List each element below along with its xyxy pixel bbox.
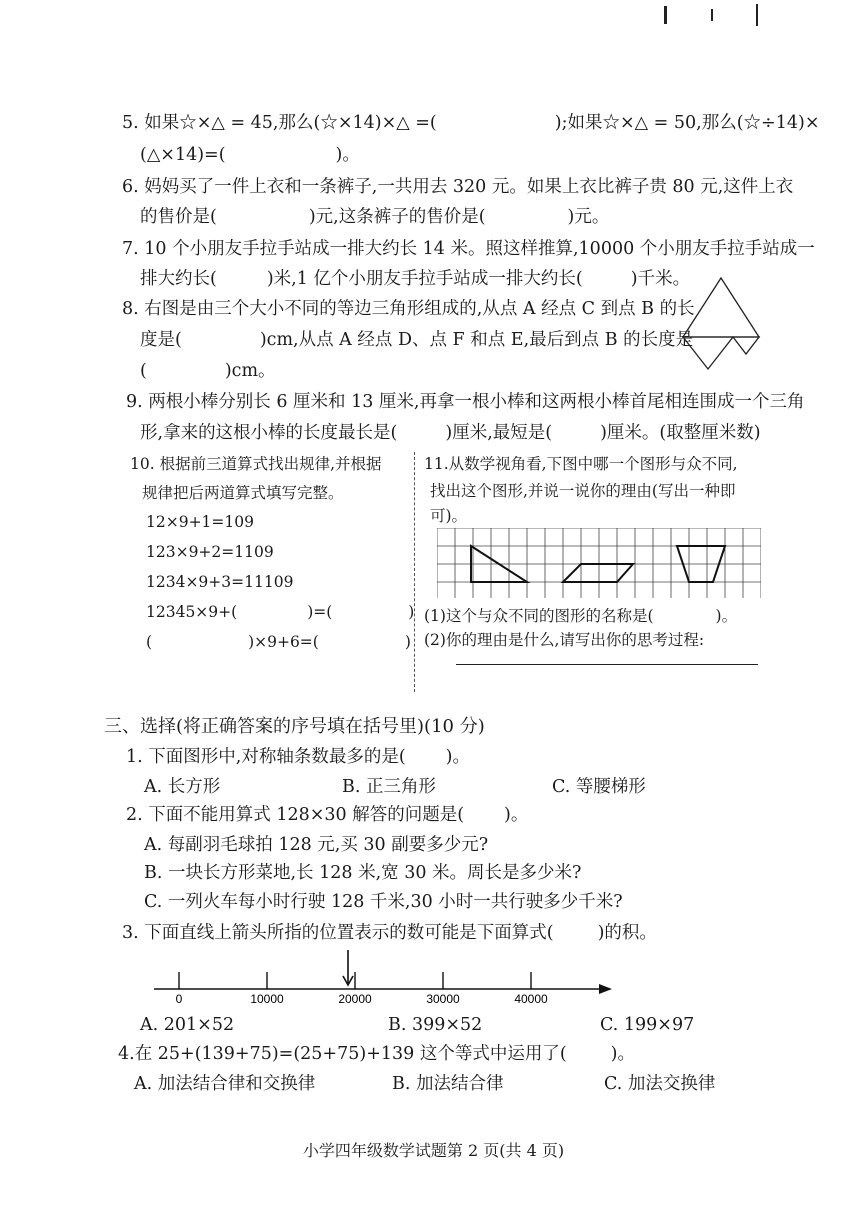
q8-line1: 8. 右图是由三个大小不同的等边三角形组成的,从点 A 经点 C 到点 B 的长 bbox=[122, 299, 695, 319]
q11-intro3: 可)。 bbox=[430, 507, 468, 525]
column-divider bbox=[414, 452, 415, 692]
scan-mark bbox=[711, 9, 713, 21]
pointer-arrow bbox=[343, 950, 353, 985]
q11-intro1: 11.从数学视角看,下图中哪一个图形与众不同, bbox=[424, 455, 738, 473]
q10-intro1: 10. 根据前三道算式找出规律,并根据 bbox=[130, 455, 382, 473]
number-line-tick-label: 0 bbox=[175, 992, 183, 1006]
q10-eq1: 12×9+1=109 bbox=[146, 513, 254, 531]
q6-line1: 6. 妈妈买了一件上衣和一条裤子,一共用去 320 元。如果上衣比裤子贵 80 元,这件上衣 bbox=[122, 177, 794, 197]
q10-intro2: 规律把后两道算式填写完整。 bbox=[142, 484, 344, 502]
s3-q2-option-c: C. 一列火车每小时行驶 128 千米,30 小时一共行驶多少千米? bbox=[144, 892, 623, 912]
small-triangle-outline bbox=[733, 337, 759, 354]
parallelogram-shape bbox=[563, 564, 633, 582]
page-footer: 小学四年级数学试题第 2 页(共 4 页) bbox=[302, 1141, 565, 1160]
q10-eq5: ( )×9+6=( ) bbox=[146, 633, 411, 651]
s3-q1-option-b: B. 正三角形 bbox=[342, 777, 436, 797]
s3-q3-option-c: C. 199×97 bbox=[600, 1015, 695, 1035]
q11-sub1: (1)这个与众不同的图形的名称是( )。 bbox=[424, 607, 738, 625]
q10-eq2: 123×9+2=1109 bbox=[146, 543, 274, 561]
number-line-arrowhead bbox=[599, 984, 612, 994]
number-line-tick-label: 30000 bbox=[426, 992, 460, 1006]
s3-q4-option-c: C. 加法交换律 bbox=[604, 1074, 716, 1094]
section3-title: 三、选择(将正确答案的序号填在括号里)(10 分) bbox=[104, 716, 485, 737]
large-triangle-outline bbox=[683, 278, 759, 337]
medium-triangle-outline bbox=[683, 337, 733, 369]
s3-q1-option-c: C. 等腰梯形 bbox=[552, 777, 646, 797]
q11-sub2: (2)你的理由是什么,请写出你的思考过程: bbox=[424, 631, 705, 649]
q7-line2: 排大约长( )米,1 亿个小朋友手拉手站成一排大约长( )千米。 bbox=[140, 269, 691, 289]
shape-grid bbox=[437, 528, 761, 598]
number-line bbox=[150, 948, 620, 1010]
answer-line bbox=[456, 664, 758, 665]
q10-eq3: 1234×9+3=11109 bbox=[146, 573, 294, 591]
q10-eq4: 12345×9+( )=( ) bbox=[146, 603, 415, 621]
number-line-tick-label: 10000 bbox=[250, 992, 284, 1006]
s3-q4-option-b: B. 加法结合律 bbox=[392, 1074, 504, 1094]
q9-line1: 9. 两根小棒分别长 6 厘米和 13 厘米,再拿一根小棒和这两根小棒首尾相连围成一个三角 bbox=[126, 392, 805, 412]
number-line-tick-label: 20000 bbox=[338, 992, 372, 1006]
s3-q3-stem: 3. 下面直线上箭头所指的位置表示的数可能是下面算式( )的积。 bbox=[122, 923, 657, 943]
s3-q2-option-a: A. 每副羽毛球拍 128 元,买 30 副要多少元? bbox=[144, 835, 489, 855]
q7-line1: 7. 10 个小朋友手拉手站成一排大约长 14 米。照这样推算,10000 个小朋友手拉手站成一 bbox=[122, 239, 815, 259]
s3-q4-stem: 4.在 25+(139+75)=(25+75)+139 这个等式中运用了( )。 bbox=[118, 1044, 635, 1064]
s3-q2-option-b: B. 一块长方形菜地,长 128 米,宽 30 米。周长是多少米? bbox=[144, 863, 582, 883]
scan-mark bbox=[664, 6, 667, 24]
q5-line2: (△×14)=( )。 bbox=[140, 145, 360, 165]
q11-intro2: 找出这个图形,并说一说你的理由(写出一种即 bbox=[430, 482, 736, 500]
number-line-tick-label: 40000 bbox=[514, 992, 548, 1006]
s3-q3-option-a: A. 201×52 bbox=[140, 1015, 235, 1035]
triangle-figure bbox=[675, 268, 775, 384]
s3-q1-option-a: A. 长方形 bbox=[144, 777, 221, 797]
q9-line2: 形,拿来的这根小棒的长度最长是( )厘米,最短是( )厘米。(取整厘米数) bbox=[140, 423, 761, 443]
s3-q2-stem: 2. 下面不能用算式 128×30 解答的问题是( )。 bbox=[126, 805, 529, 825]
q6-line2: 的售价是( )元,这条裤子的售价是( )元。 bbox=[140, 207, 610, 227]
scan-mark bbox=[756, 4, 758, 26]
s3-q3-option-b: B. 399×52 bbox=[388, 1015, 483, 1035]
q5-line1: 5. 如果☆×△ = 45,那么(☆×14)×△ =( );如果☆×△ = 50,那么(☆÷14)× bbox=[122, 113, 820, 133]
q8-line2: 度是( )cm,从点 A 经点 D、点 F 和点 E,最后到点 B 的长度是 bbox=[140, 330, 694, 350]
s3-q1-stem: 1. 下面图形中,对称轴条数最多的是( )。 bbox=[126, 747, 470, 767]
s3-q4-option-a: A. 加法结合律和交换律 bbox=[134, 1074, 316, 1094]
q8-line3: ( )cm。 bbox=[140, 361, 276, 381]
